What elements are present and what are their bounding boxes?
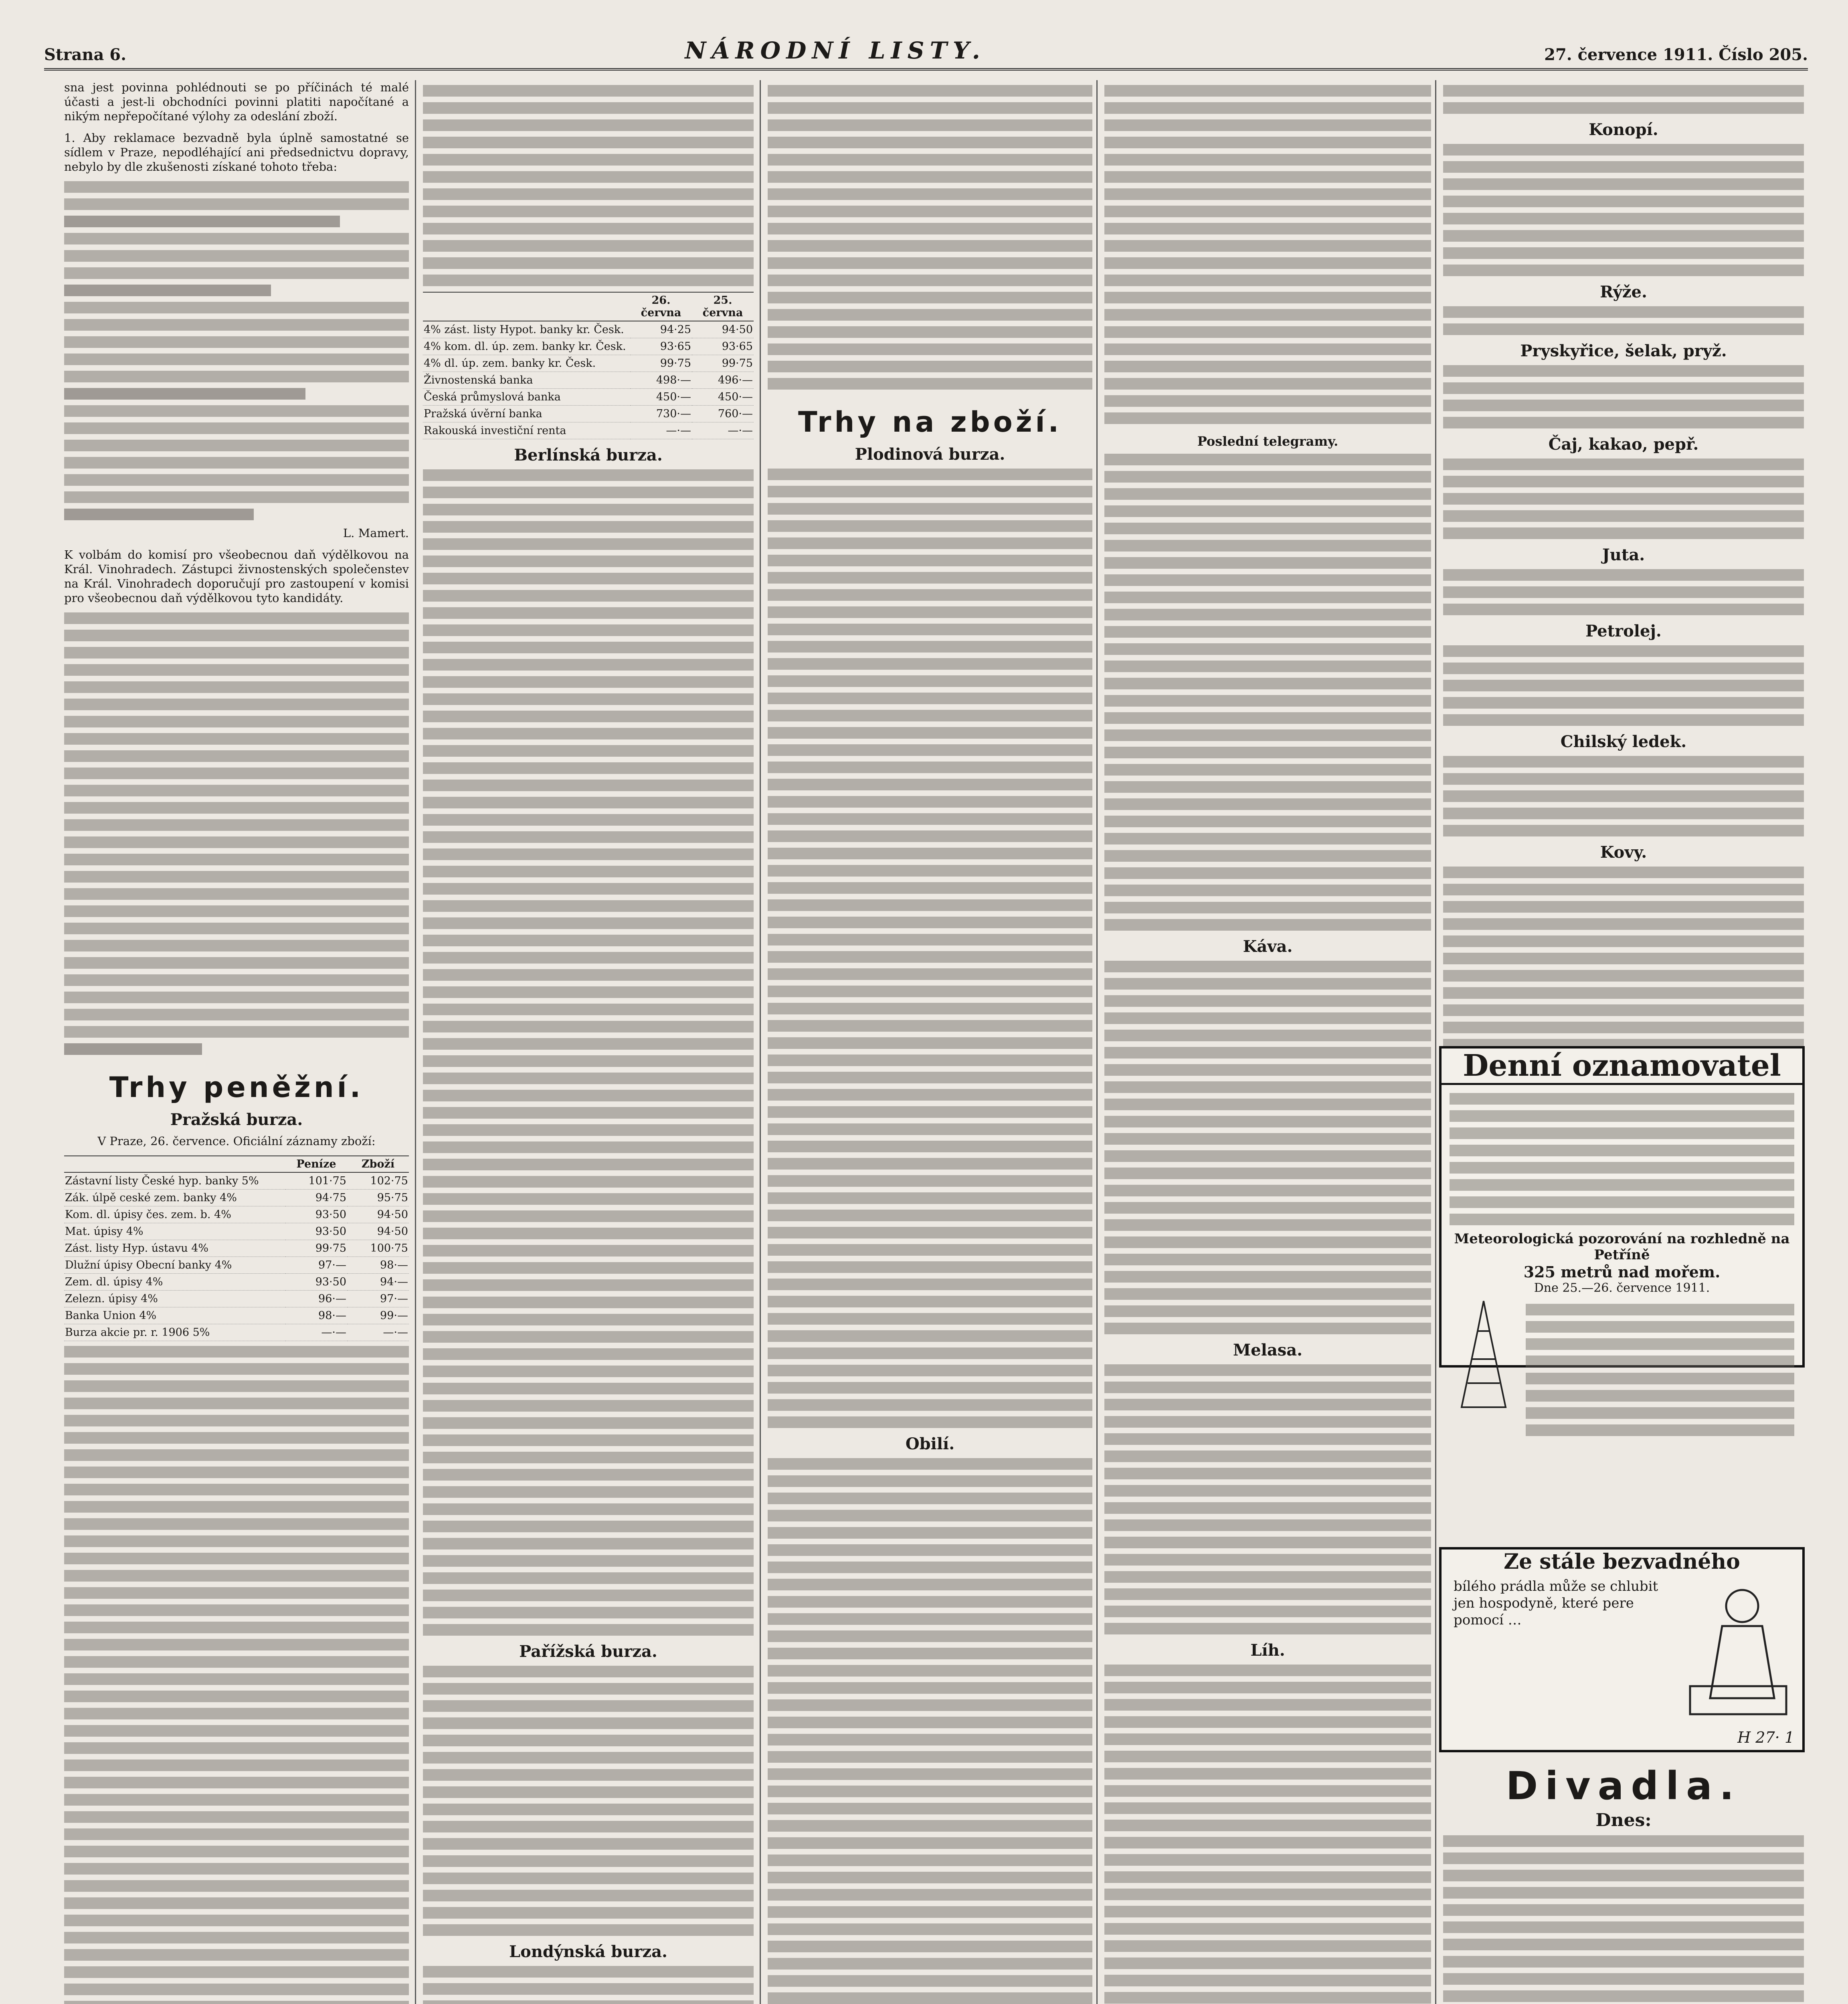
text-block [1443,459,1804,539]
quote-value: 94·50 [347,1206,409,1223]
theatres-heading: Divadla. [1506,1764,1741,1808]
text-block [64,181,409,520]
quote-value: 93·50 [285,1223,347,1240]
page-number: Strana 6. [44,45,127,64]
quote-value: 450·— [692,389,754,406]
bond-quote-table [423,292,754,439]
subsection-heading: Plodinová burza. [855,445,1005,464]
quote-value: 97·— [347,1291,409,1307]
quote-value: 98·— [347,1257,409,1274]
security-name: Mat. úpisy 4% [64,1223,285,1240]
table-header: 26. června [630,292,692,321]
issue-date: 27. července 1911. Číslo 205. [1544,45,1808,64]
text-block [1104,1364,1431,1634]
text-block [423,85,754,286]
column-2 [423,80,754,2004]
article-paragraph: sna jest povinna pohlédnouti se po příčinách té malé účasti a jest-li obchodníci povinni platiti napočítané a nikým nepřepočítané výlohy za odeslání zboží. [64,81,409,123]
meteo-readings [1526,1304,1794,1442]
table-row [423,389,754,406]
subsection-heading: Chilský ledek. [1560,732,1687,751]
article-paragraph: K volbám do komisí pro všeobecnou daň výdělkovou na Král. Vinohradech. Zástupci živnostenských společenstev na Král. Vinohradech doporučují pro zastoupení v komisi pro všeobecnou daň výdělkovou tyto kandidáty. [64,548,409,605]
subsection-heading: Petrolej. [1585,622,1662,640]
security-name: Živnostenská banka [423,372,630,389]
subsection-heading: Konopí. [1589,120,1658,139]
table-row [64,1307,409,1324]
today-label: Dnes: [1595,1810,1652,1830]
text-block [1443,85,1804,114]
ad-body: bílého prádla může se chlubit jen hospodyně, které pere pomocí … [1454,1578,1658,1628]
subsection-heading: Melasa. [1233,1341,1303,1360]
table-row [64,1274,409,1291]
subsection-heading: Obilí. [905,1434,955,1453]
petrin-tower-icon [1450,1299,1518,1442]
subsection-heading: Čaj, kakao, pepř. [1548,435,1699,454]
table-row [64,1257,409,1274]
text-block [1443,1835,1804,2004]
quote-value: —·— [630,422,692,439]
quote-value: 498·— [630,372,692,389]
security-name: 4% kom. dl. úp. zem. banky kr. Česk. [423,338,630,355]
table-row [423,372,754,389]
subsection-heading: Líh. [1250,1641,1285,1660]
text-block [423,1666,754,1936]
table-header: Zboží [347,1156,409,1172]
section-heading: Trhy na zboží. [798,406,1062,438]
security-name: Zást. listy Hyp. ústavu 4% [64,1240,285,1257]
meteo-panel [1442,1295,1802,1446]
quote-value: 496·— [692,372,754,389]
text-block [423,1966,754,2004]
market-note: V Praze, 26. července. Oficiální záznamy zboží: [97,1134,376,1148]
quote-value: 99·— [347,1307,409,1324]
daily-notices-box [1439,1046,1805,1368]
daily-notices-title: Denní oznamovatel [1442,1048,1802,1085]
text-block [1104,961,1431,1334]
column-rule [760,80,761,2004]
text-block [1443,144,1804,276]
subsection-heading: Berlínská burza. [514,446,663,465]
quote-value: 99·75 [630,355,692,372]
text-block [768,85,1092,390]
quote-value: 94·25 [630,321,692,338]
quote-value: 102·75 [347,1172,409,1190]
ad-headline: Ze stále bezvadného [1504,1549,1740,1574]
security-name: Pražská úvěrní banka [423,406,630,422]
washerwoman-illustration-icon [1674,1578,1802,1722]
column-rule [1435,80,1436,2004]
table-header: 25. června [692,292,754,321]
subsection-heading: Pařížská burza. [519,1642,657,1661]
subsection-heading: Londýnská burza. [509,1942,667,1961]
table-row [423,355,754,372]
text-block [1104,85,1431,424]
text-block [64,612,409,1055]
ad-code: H 27· 1 [1737,1729,1794,1746]
quote-value: 100·75 [347,1240,409,1257]
quote-value: 99·75 [692,355,754,372]
security-name: 4% dl. úp. zem. banky kr. Česk. [423,355,630,372]
security-name: Kom. dl. úpisy čes. zem. b. 4% [64,1206,285,1223]
subsection-heading: Pražská burza. [170,1110,303,1129]
quote-value: 96·— [285,1291,347,1307]
prague-exchange-table [64,1156,409,1341]
security-name: Zák. úlpě ceské zem. banky 4% [64,1190,285,1206]
quote-value: 99·75 [285,1240,347,1257]
table-row [64,1172,409,1190]
text-block [1443,569,1804,615]
quote-value: 94·50 [347,1223,409,1240]
quote-value: 93·50 [285,1206,347,1223]
quote-value: 93·50 [285,1274,347,1291]
article-paragraph: 1. Aby reklamace bezvadně byla úplně samostatné se sídlem v Praze, nepodléhající ani předsednictvu dopravy, nebylo by dle zkušenosti získané tohoto třeba: [64,131,409,174]
table-row [64,1291,409,1307]
text-block [1443,645,1804,726]
quote-value: 95·75 [347,1190,409,1206]
theatres-section [1443,1764,1804,2004]
meteo-title: Meteorologická pozorování na rozhledně na Petříně [1454,1231,1790,1263]
security-name: Dlužní úpisy Obecní banky 4% [64,1257,285,1274]
table-row [64,1223,409,1240]
text-block [768,469,1092,1428]
subsection-heading: Kovy. [1600,843,1647,862]
quote-value: 93·65 [630,338,692,355]
masthead [44,35,1808,71]
subsection-heading: Káva. [1243,937,1293,956]
section-heading: Trhy peněžní. [109,1071,364,1104]
quote-value: 94·75 [285,1190,347,1206]
quote-value: 101·75 [285,1172,347,1190]
meteo-date: Dne 25.—26. července 1911. [1534,1281,1710,1295]
table-row [64,1206,409,1223]
column-rule [1096,80,1098,2004]
quote-value: 760·— [692,406,754,422]
table-row [423,422,754,439]
subsection-heading: Poslední telegramy. [1197,434,1338,449]
text-block [1443,756,1804,836]
table-row [64,1324,409,1341]
subsection-heading: Pryskyřice, šelak, pryž. [1520,341,1727,360]
text-block [1104,454,1431,931]
quote-value: —·— [347,1324,409,1341]
article-author: L. Mamert. [343,526,409,540]
table-header: Peníze [285,1156,347,1172]
column-4 [1104,80,1431,2004]
newspaper-title: NÁRODNÍ LISTY. [685,37,986,64]
quote-value: 94·— [347,1274,409,1291]
security-name: 4% zást. listy Hypot. banky kr. Česk. [423,321,630,338]
text-block [423,469,754,1636]
security-name: Banka Union 4% [64,1307,285,1324]
security-name: Zem. dl. úpisy 4% [64,1274,285,1291]
subsection-heading: Rýže. [1600,283,1647,301]
column-1 [64,80,409,2004]
quote-value: —·— [692,422,754,439]
quote-value: —·— [285,1324,347,1341]
quote-value: 450·— [630,389,692,406]
security-name: Rakouská investiční renta [423,422,630,439]
table-row [64,1240,409,1257]
text-block [64,1346,409,2004]
table-row [64,1190,409,1206]
quote-value: 97·— [285,1257,347,1274]
quote-value: 93·65 [692,338,754,355]
column-rule [415,80,416,2004]
security-name: Zástavní listy České hyp. banky 5% [64,1172,285,1190]
meteo-subtitle: 325 metrů nad mořem. [1523,1263,1721,1281]
quote-value: 94·50 [692,321,754,338]
security-name: Zelezn. úpisy 4% [64,1291,285,1307]
security-name: Burza akcie pr. r. 1906 5% [64,1324,285,1341]
text-block [768,1458,1092,2004]
table-row [423,406,754,422]
text-block [1442,1090,1802,1225]
quote-value: 98·— [285,1307,347,1324]
table-row [423,321,754,338]
text-block [1443,365,1804,428]
subsection-heading: Juta. [1602,545,1645,564]
table-header [64,1156,285,1172]
quote-value: 730·— [630,406,692,422]
table-row [423,338,754,355]
laundry-ad [1439,1547,1805,1752]
security-name: Česká průmyslová banka [423,389,630,406]
text-block [1104,1665,1431,2004]
text-block [1443,306,1804,335]
column-3 [768,80,1092,2004]
